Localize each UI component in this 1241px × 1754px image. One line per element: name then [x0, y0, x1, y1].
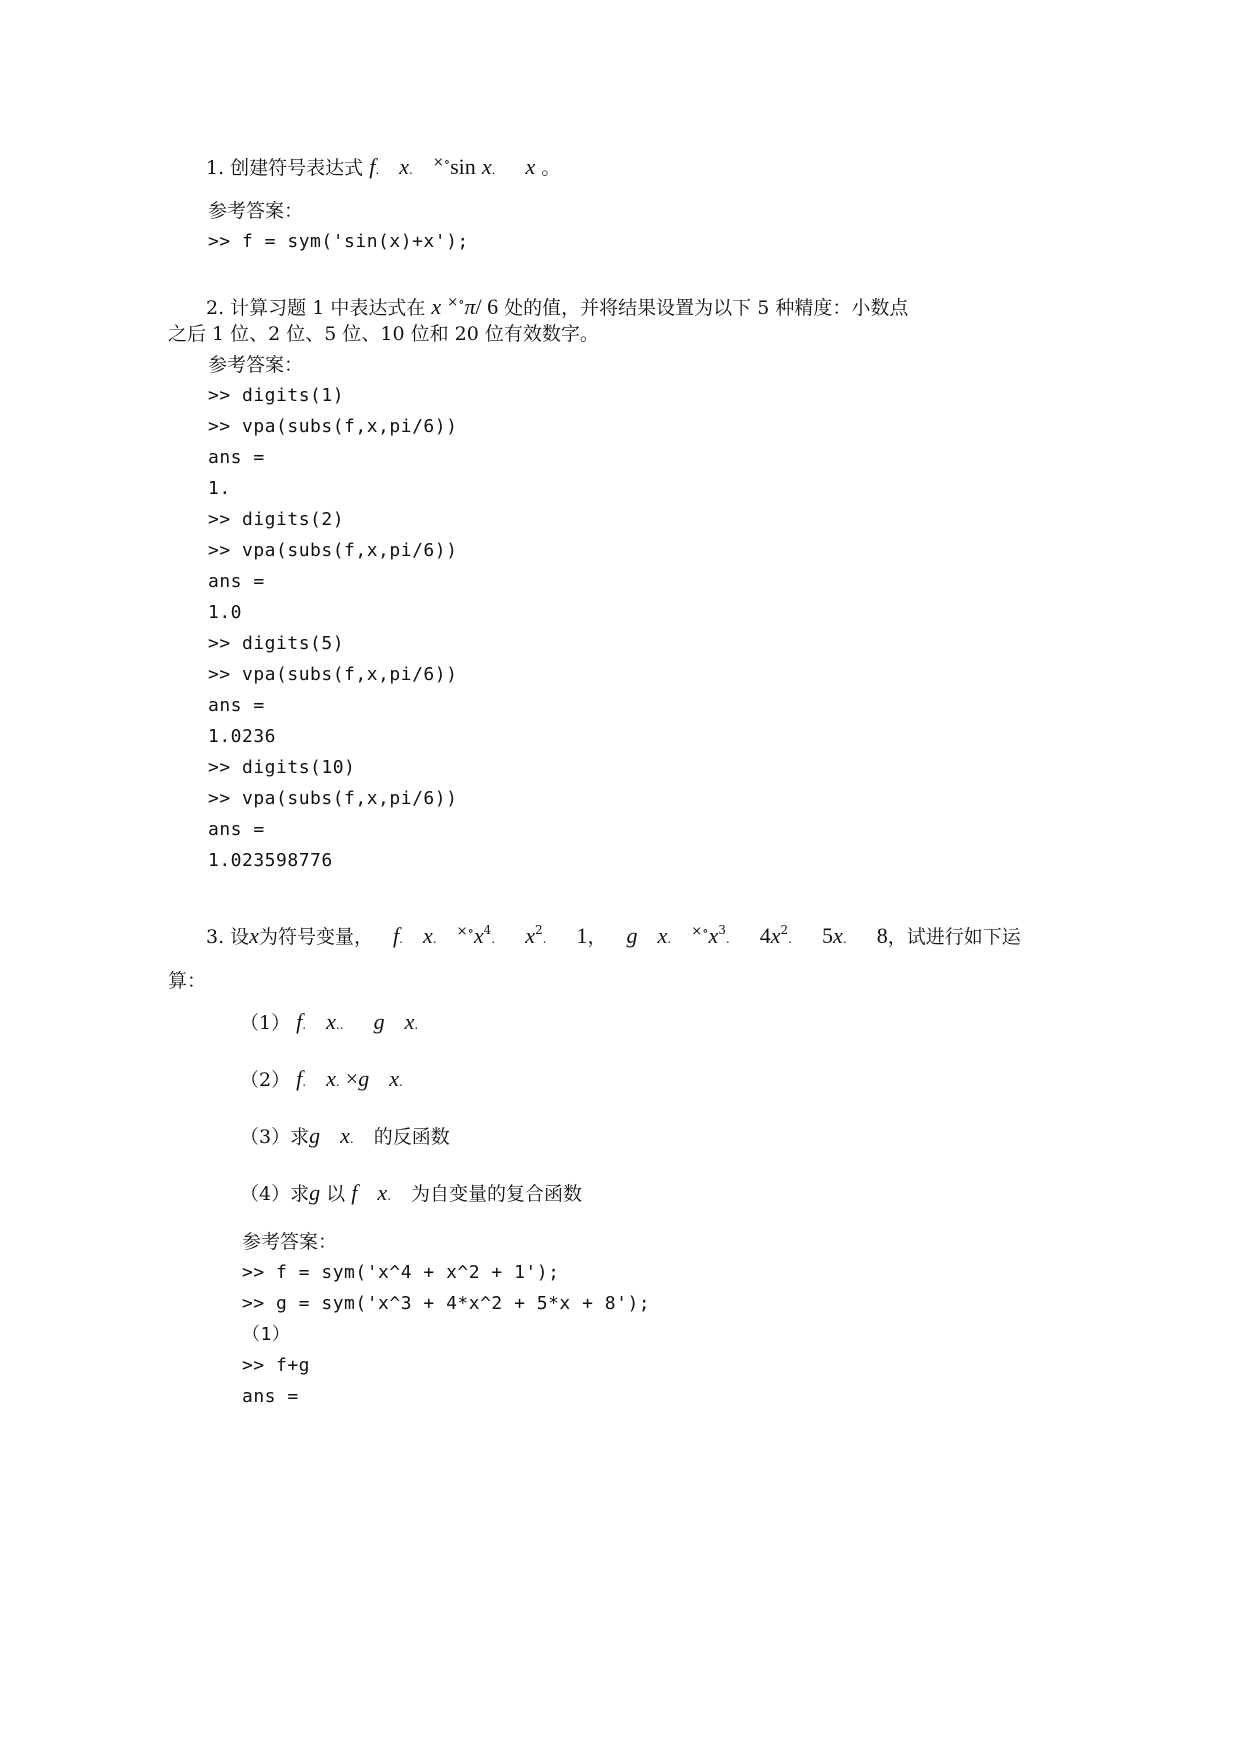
q2-x: x: [431, 294, 442, 319]
q3-x3: x: [708, 923, 719, 948]
q1-x2: x: [481, 154, 492, 179]
q3-item-2: （2） f. x. ×g x.: [240, 1066, 403, 1091]
item-suffix: 为自变量的复合函数: [411, 1183, 583, 1205]
item-f: f: [296, 1066, 303, 1091]
code-line: （1）: [242, 1324, 291, 1345]
q3-exp3: 3: [718, 923, 726, 937]
code-line: >> digits(10): [208, 757, 356, 778]
q3-f: f: [393, 923, 400, 948]
item-g: g: [358, 1066, 370, 1091]
item-g: g: [309, 1123, 321, 1148]
item-x2: x: [389, 1066, 400, 1091]
q1-line: 1. 创建符号表达式 f. x. ×∘sin x. x 。: [206, 154, 561, 179]
q3-pre: 3. 设: [206, 926, 250, 948]
item-x2: x: [404, 1009, 415, 1034]
item-f: f: [296, 1009, 303, 1034]
q1-eq-symbol: ×∘: [432, 155, 451, 170]
item-times: ×: [345, 1066, 359, 1091]
code-line: >> f = sym('x^4 + x^2 + 1');: [242, 1262, 560, 1283]
q3-exp2: 2: [534, 923, 543, 937]
code-line: >> g = sym('x^3 + 4*x^2 + 5*x + 8');: [242, 1293, 651, 1314]
code-line: >> f+g: [242, 1355, 311, 1376]
code-line: 1.: [208, 478, 231, 499]
q3-line2: 算：: [168, 970, 207, 992]
item-x: x: [326, 1066, 336, 1091]
q1-x: x: [399, 154, 409, 179]
q2-line1: [206, 290, 908, 321]
code-line: ans =: [208, 695, 265, 716]
code-line: >> vpa(subs(f,x,pi/6)): [208, 788, 458, 809]
q3-eq-symbol-f: ×∘: [456, 924, 474, 939]
code-line: ans =: [208, 571, 265, 592]
q3-x4: x: [473, 923, 484, 948]
q1-end: 。: [541, 157, 561, 179]
item-x: x: [340, 1123, 350, 1148]
q3-item-4: （4）求g 以 f x. 为自变量的复合函数: [240, 1180, 583, 1205]
q3-c8: 8: [876, 923, 888, 948]
q3-x2: x: [525, 923, 535, 948]
q3-x: x: [249, 923, 259, 948]
code-line: ans =: [242, 1386, 299, 1407]
q3-mid: 为符号变量，: [258, 926, 373, 948]
code-line: >> vpa(subs(f,x,pi/6)): [208, 664, 458, 685]
q2-line1-post: 处的值，并将结果设置为以下 5 种精度：小数点: [504, 297, 909, 319]
q3-fx: x: [423, 923, 433, 948]
q1-text: 1. 创建符号表达式: [206, 157, 364, 179]
q3-5x: x: [833, 923, 843, 948]
q3-c5: 5: [822, 923, 834, 948]
q3-comma: ，: [587, 926, 607, 948]
q3-post: ，试进行如下运: [887, 926, 1021, 948]
q3-4x: x: [770, 923, 781, 948]
code-line: 1.0236: [208, 726, 277, 747]
q1-code: >> f = sym('sin(x)+x');: [208, 231, 469, 252]
code-line: >> digits(1): [208, 385, 345, 406]
code-line: >> digits(2): [208, 509, 345, 530]
q3-eq-symbol-g: ×∘: [691, 924, 709, 939]
q3-answer-label: 参考答案：: [242, 1231, 338, 1253]
q2-div: / 6: [475, 294, 499, 319]
item-label: （3）求: [240, 1126, 310, 1148]
q2-eq-symbol: ×∘: [447, 295, 465, 310]
q2-line2: 之后 1 位、2 位、5 位、10 位和 20 位有效数字。: [168, 323, 599, 345]
code-line: >> vpa(subs(f,x,pi/6)): [208, 416, 458, 437]
code-line: ans =: [208, 447, 265, 468]
q3-exp4: 4: [483, 923, 492, 937]
item-mid: 以: [326, 1183, 346, 1205]
q3-c4: 4: [759, 923, 771, 948]
q3-item-3: （3）求g x. 的反函数: [240, 1123, 450, 1148]
code-line: >> digits(5): [208, 633, 345, 654]
item-x: x: [326, 1009, 336, 1034]
code-line: >> vpa(subs(f,x,pi/6)): [208, 540, 458, 561]
item-g: g: [373, 1009, 385, 1034]
q2-answer-label: 参考答案：: [208, 354, 304, 376]
q3-item-1: （1） f. x.. g x.: [240, 1009, 419, 1034]
q3-gx: x: [657, 923, 668, 948]
q3-g: g: [626, 923, 638, 948]
item-suffix: 的反函数: [373, 1126, 450, 1148]
q1-answer-label: 参考答案：: [208, 200, 304, 222]
q3-c1: 1: [576, 923, 588, 948]
code-line: 1.0: [208, 602, 243, 623]
item-label: （4）求: [240, 1183, 310, 1205]
q1-x3: x: [525, 154, 536, 179]
item-label: （2）: [240, 1069, 291, 1091]
q3-4x-exp: 2: [780, 923, 789, 937]
item-f: f: [351, 1180, 358, 1205]
code-line: 1.023598776: [208, 850, 333, 871]
item-g: g: [309, 1180, 321, 1205]
item-x: x: [377, 1180, 388, 1205]
item-label: （1）: [240, 1012, 291, 1034]
code-line: ans =: [208, 819, 265, 840]
q2-line1-pre: 2. 计算习题 1 中表达式在: [206, 297, 426, 319]
q3-line1: 3. 设x为符号变量， f. x. $^{\times\circ}x^4$. $x^2$. 1， g x. $^{\times\circ}x^3$. $4x^2$. 5x. 8，试进行如下运: [206, 923, 1021, 948]
q2-pi: π: [464, 294, 476, 319]
q1-sin: sin: [450, 154, 476, 179]
q1-f: f: [369, 154, 376, 179]
